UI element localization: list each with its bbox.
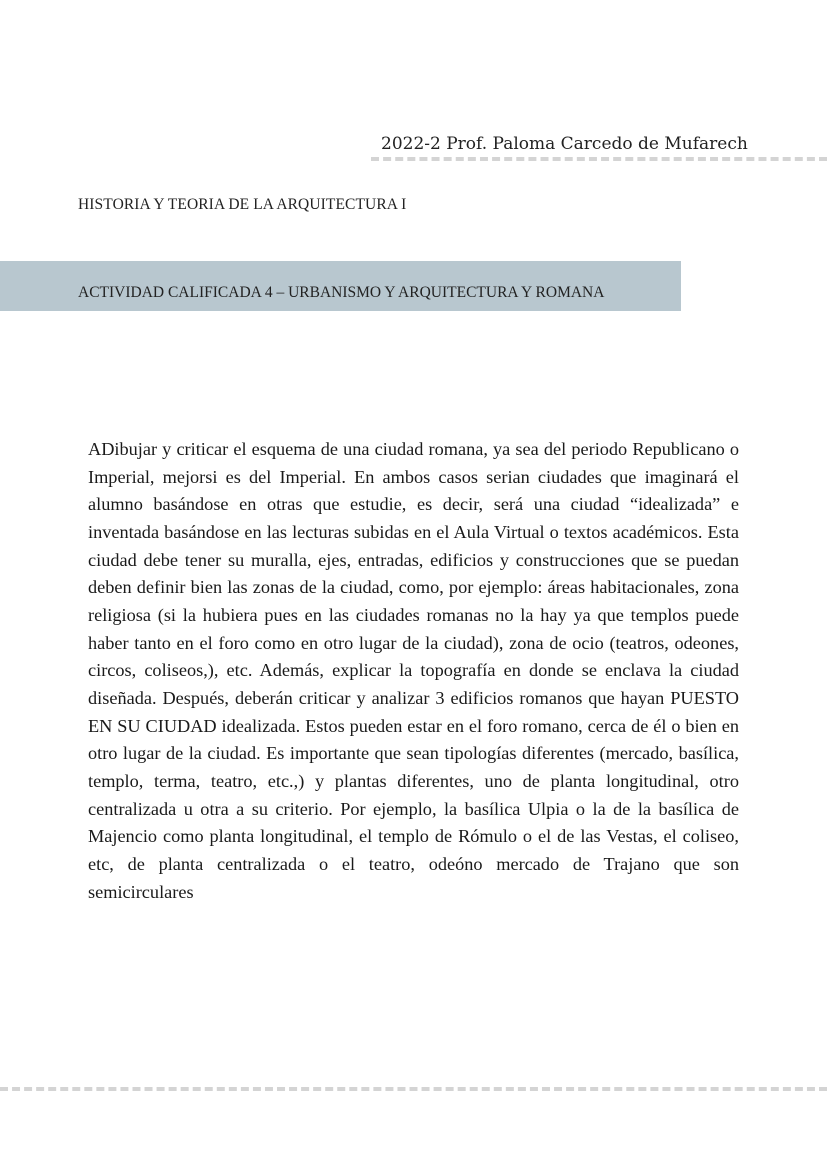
activity-title: ACTIVIDAD CALIFICADA 4 – URBANISMO Y ARQUITECTURA Y ROMANA bbox=[78, 284, 605, 301]
header-divider bbox=[371, 157, 827, 161]
assignment-paragraph: ADibujar y criticar el esquema de una ciudad romana, ya sea del periodo Republicano o Imperial, mejorsi es del Imperial. En ambos casos serian ciudades que imaginará el alumno basándose en otras que estudie, es decir, será una ciudad “idealizada” e inventada basándose en las lecturas subidas en el Aula Virtual o textos académicos. Esta ciudad debe tener su muralla, ejes, entradas, edificios y construcciones que se puedan deben definir bien las zonas de la ciudad, como, por ejemplo: áreas habitacionales, zona religiosa (si la hubiera pues en las ciudades romanas no la hay ya que templos puede haber tanto en el foro como en otro lugar de la ciudad), zona de ocio (teatros, odeones, circos, coliseos,), etc. Además, explicar la topografía en donde se enclava la ciudad diseñada. Después, deberán criticar y analizar 3 edificios romanos que hayan PUESTO EN SU CIUDAD idealizada. Estos pueden estar en el foro romano, cerca de él o bien en otro lugar de la ciudad. Es importante que sean tipologías diferentes (mercado, basílica, templo, terma, teatro, etc.,) y plantas diferentes, uno de planta longitudinal, otro centralizada u otra a su criterio. Por ejemplo, la basílica Ulpia o la de la basílica de Majencio como planta longitudinal, el templo de Rómulo o el de las Vestas, el coliseo, etc, de planta centralizada o el teatro, odeóno mercado de Trajano que son semicirculares bbox=[88, 439, 739, 902]
footer-divider bbox=[0, 1087, 827, 1091]
header-professor: 2022-2 Prof. Paloma Carcedo de Mufarech bbox=[381, 134, 748, 154]
course-title: HISTORIA Y TEORIA DE LA ARQUITECTURA I bbox=[78, 196, 407, 213]
